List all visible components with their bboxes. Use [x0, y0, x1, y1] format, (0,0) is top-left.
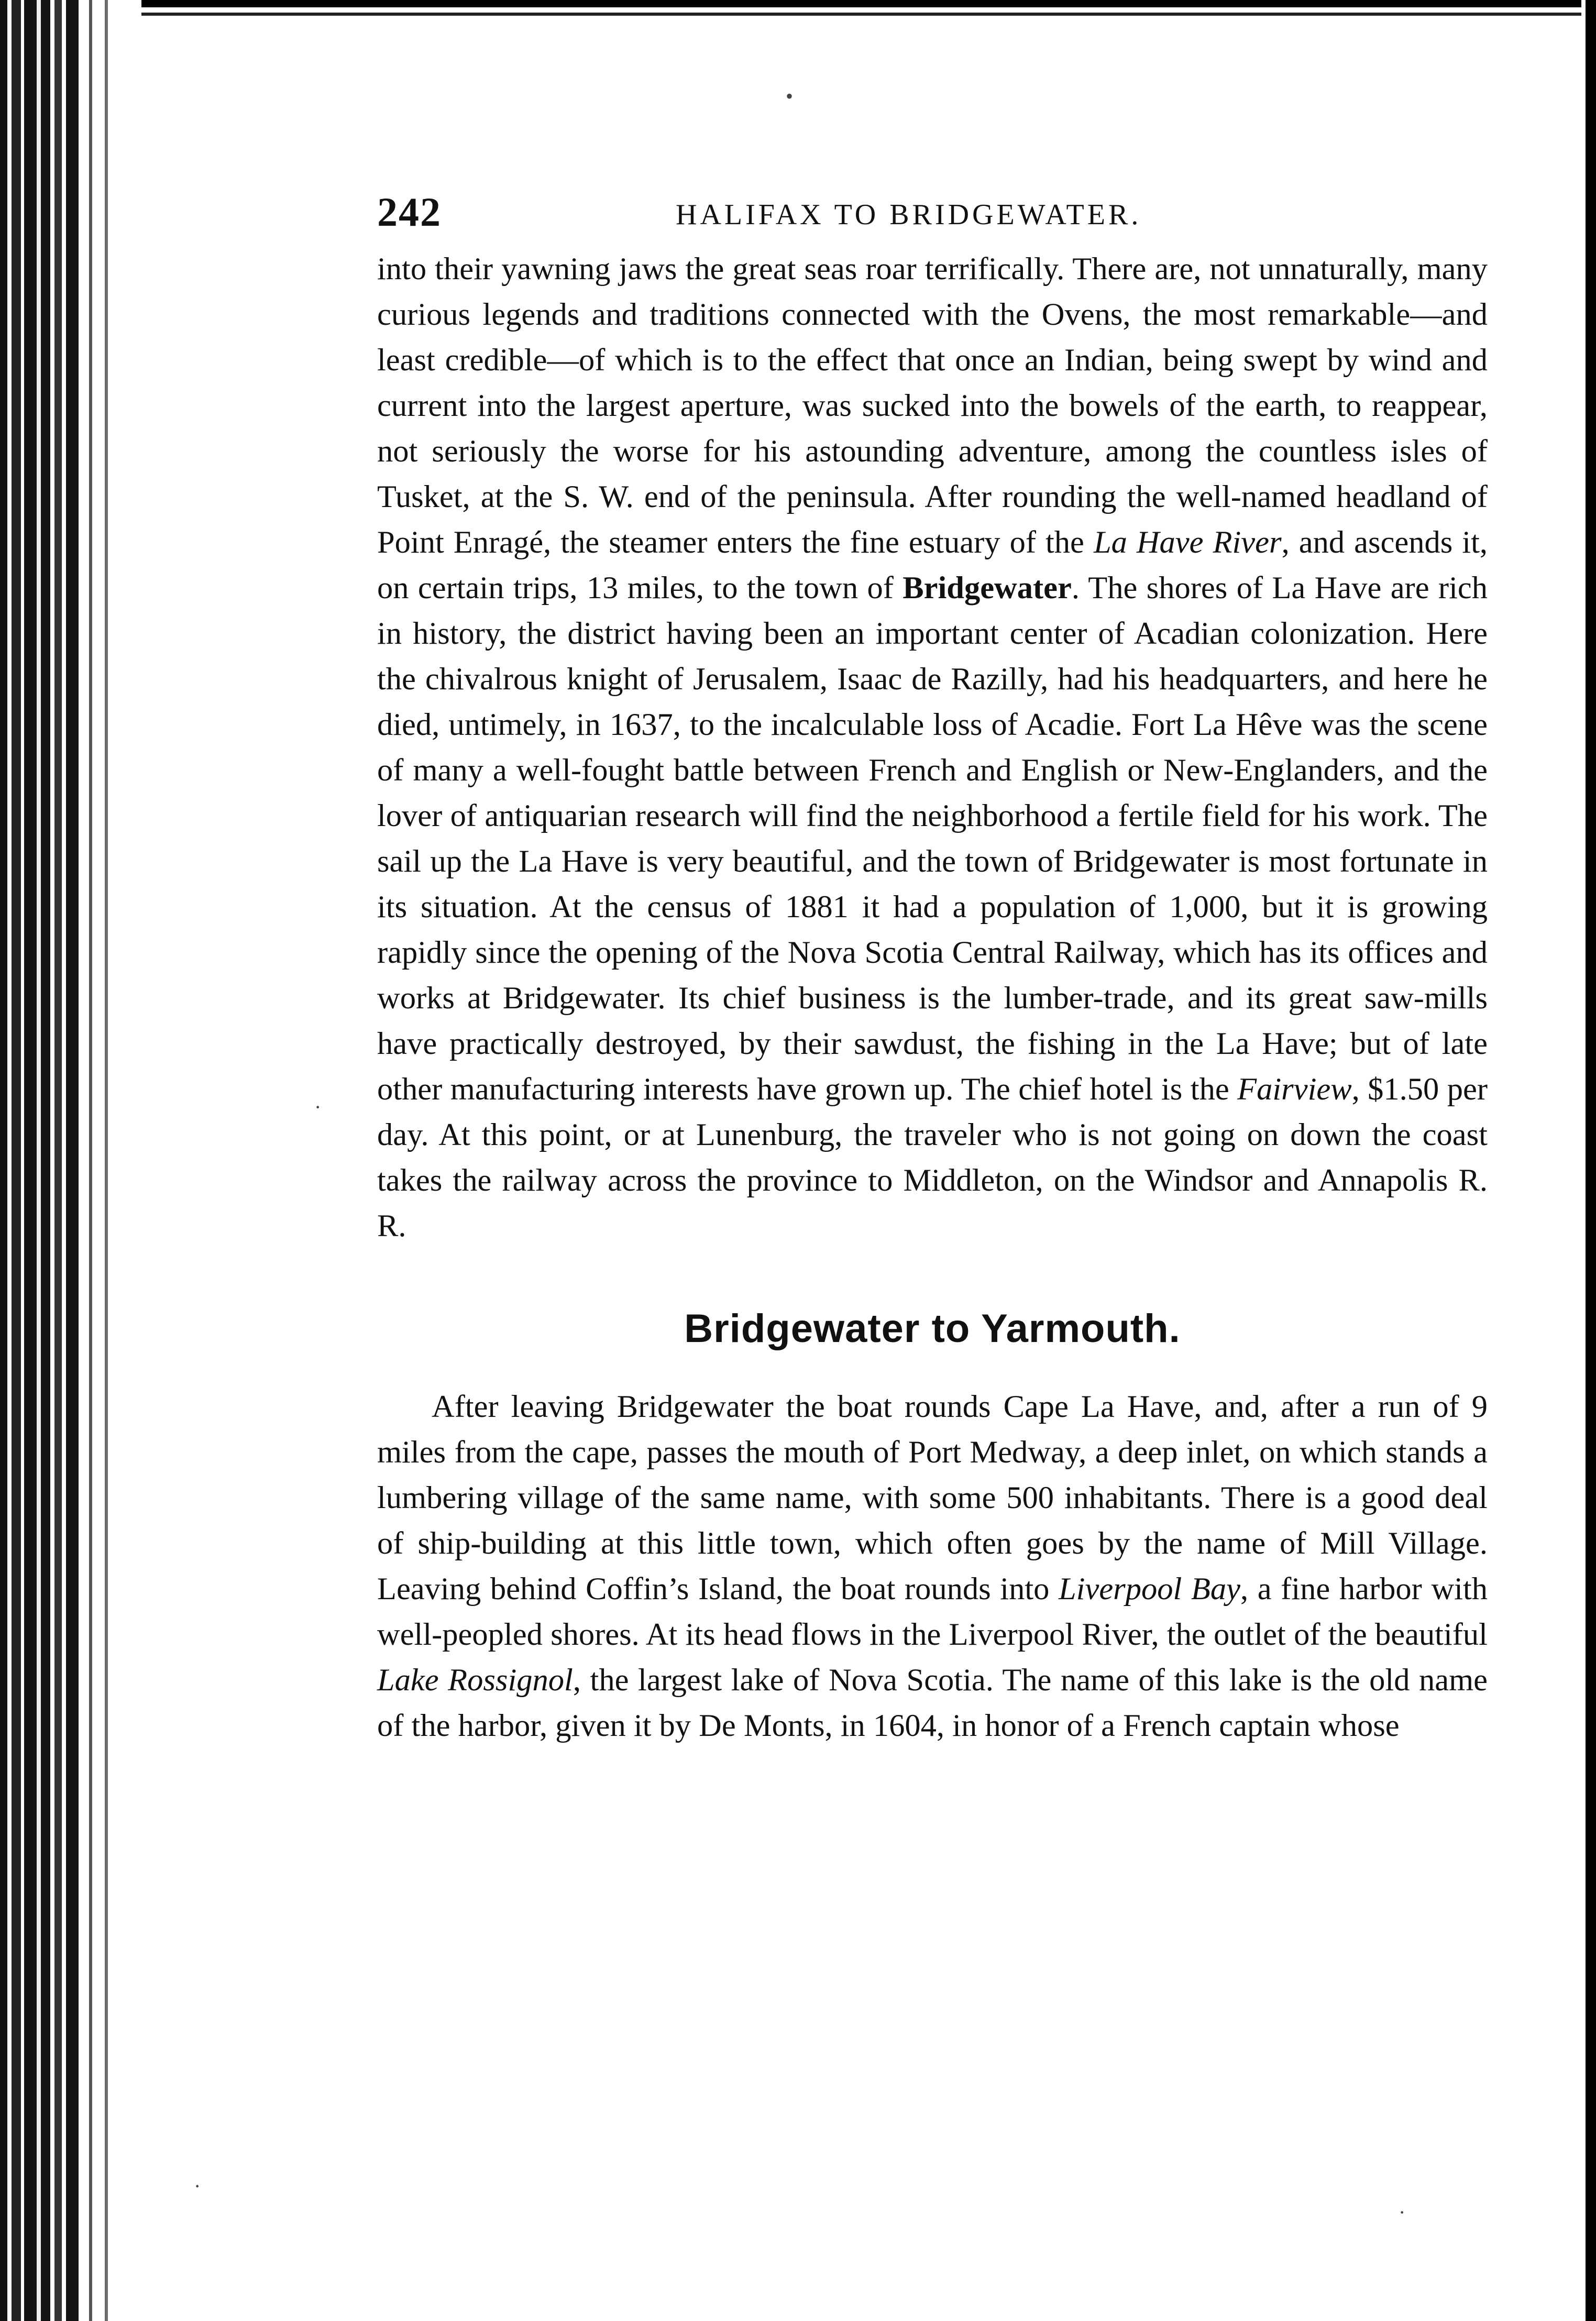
text-run: After leaving Bridgewater the boat rounds Cape La Have, and, after a run of 9 miles from the cape, passes the mouth of Port Medway, a deep inlet, on which stands a lumbering village of the same name, with some 500 inhabitants. There is a good deal of ship-building at this little town, which often goes by the name of Mill Village. Leaving behind Coffin’s Island, the boat rounds into — [377, 1389, 1488, 1607]
body-text — [377, 246, 1488, 1748]
section-heading: Bridgewater to Yarmouth. — [684, 1306, 1181, 1351]
text-run: , a fine harbor with well-peopled shores. At its head flows in the Liverpool River, the outlet of the beautiful — [377, 1571, 1488, 1652]
hotel-name: Fairview — [1237, 1072, 1352, 1107]
book-page — [377, 189, 1488, 1748]
river-name: La Have River — [1093, 525, 1282, 560]
text-run: , and ascends it, on certain trips, 13 miles, to the town of — [377, 525, 1488, 606]
text-run: into their yawning jaws the great seas roar terrifically. There are, not unnaturally, many curious legends and traditions connected with the Ovens, the most remarkable—and least credible—of which is to the effect that once an Indian, being swept by wind and current into the largest aperture, was sucked into the bowels of the earth, to reappear, not seriously the worse for his astounding adventure, among the countless isles of Tusket, at the S. W. end of the peninsula. After rounding the well-named headland of Point Enragé, the steamer enters the fine estuary of the — [377, 251, 1488, 560]
scan-speck: · — [314, 1095, 322, 1119]
paragraph-ovens-bridgewater — [377, 246, 1488, 1249]
running-title: HALIFAX TO BRIDGEWATER. — [676, 199, 1142, 231]
scan-speck: · — [194, 2174, 201, 2198]
scan-speck: • — [786, 84, 794, 108]
binding-shadow — [0, 0, 141, 2321]
paragraph-bridgewater-yarmouth — [377, 1384, 1488, 1748]
scan-speck: · — [1399, 2201, 1406, 2224]
right-scan-edge — [1581, 0, 1596, 2321]
text-run: , $1.50 per day. At this point, or at Lunenburg, the traveler who is not going on down the coast takes the railway across the province to Middleton, on the Windsor and Annapolis R. R. — [377, 1072, 1488, 1244]
top-scan-edge — [141, 0, 1596, 31]
lake-name: Lake Rossignol — [377, 1663, 573, 1698]
bay-name: Liverpool Bay — [1059, 1571, 1240, 1607]
page-number: 242 — [377, 189, 442, 235]
text-run: . The shores of La Have are rich in history, the district having been an important center of Acadian colonization. Here the chivalrous knight of Jerusalem, Isaac de Razilly, had his headquarters, and here he died, untimely, in 1637, to the incalculable loss of Acadie. Fort La Hêve was the scene of many a well-fought battle between French and English or New-Englanders, and the lover of antiquarian research will find the neighborhood a fertile field for his work. The sail up the La Have is very beautiful, and the town of Bridgewater is most fortunate in its situation. At the census of 1881 it had a population of 1,000, but it is growing rapidly since the opening of the Nova Scotia Central Railway, which has its offices and works at Bridgewater. Its chief business is the lumber-trade, and its great saw-mills have practically destroyed, by their sawdust, the fishing in the La Have; but of late other manufacturing interests have grown up. The chief hotel is the — [377, 570, 1488, 1107]
town-name: Bridgewater — [902, 570, 1072, 606]
text-run: , the largest lake of Nova Scotia. The name of this lake is the old name of the harbor, given it by De Monts, in 1604, in honor of a French captain whose — [377, 1663, 1488, 1743]
running-head — [377, 189, 1488, 246]
